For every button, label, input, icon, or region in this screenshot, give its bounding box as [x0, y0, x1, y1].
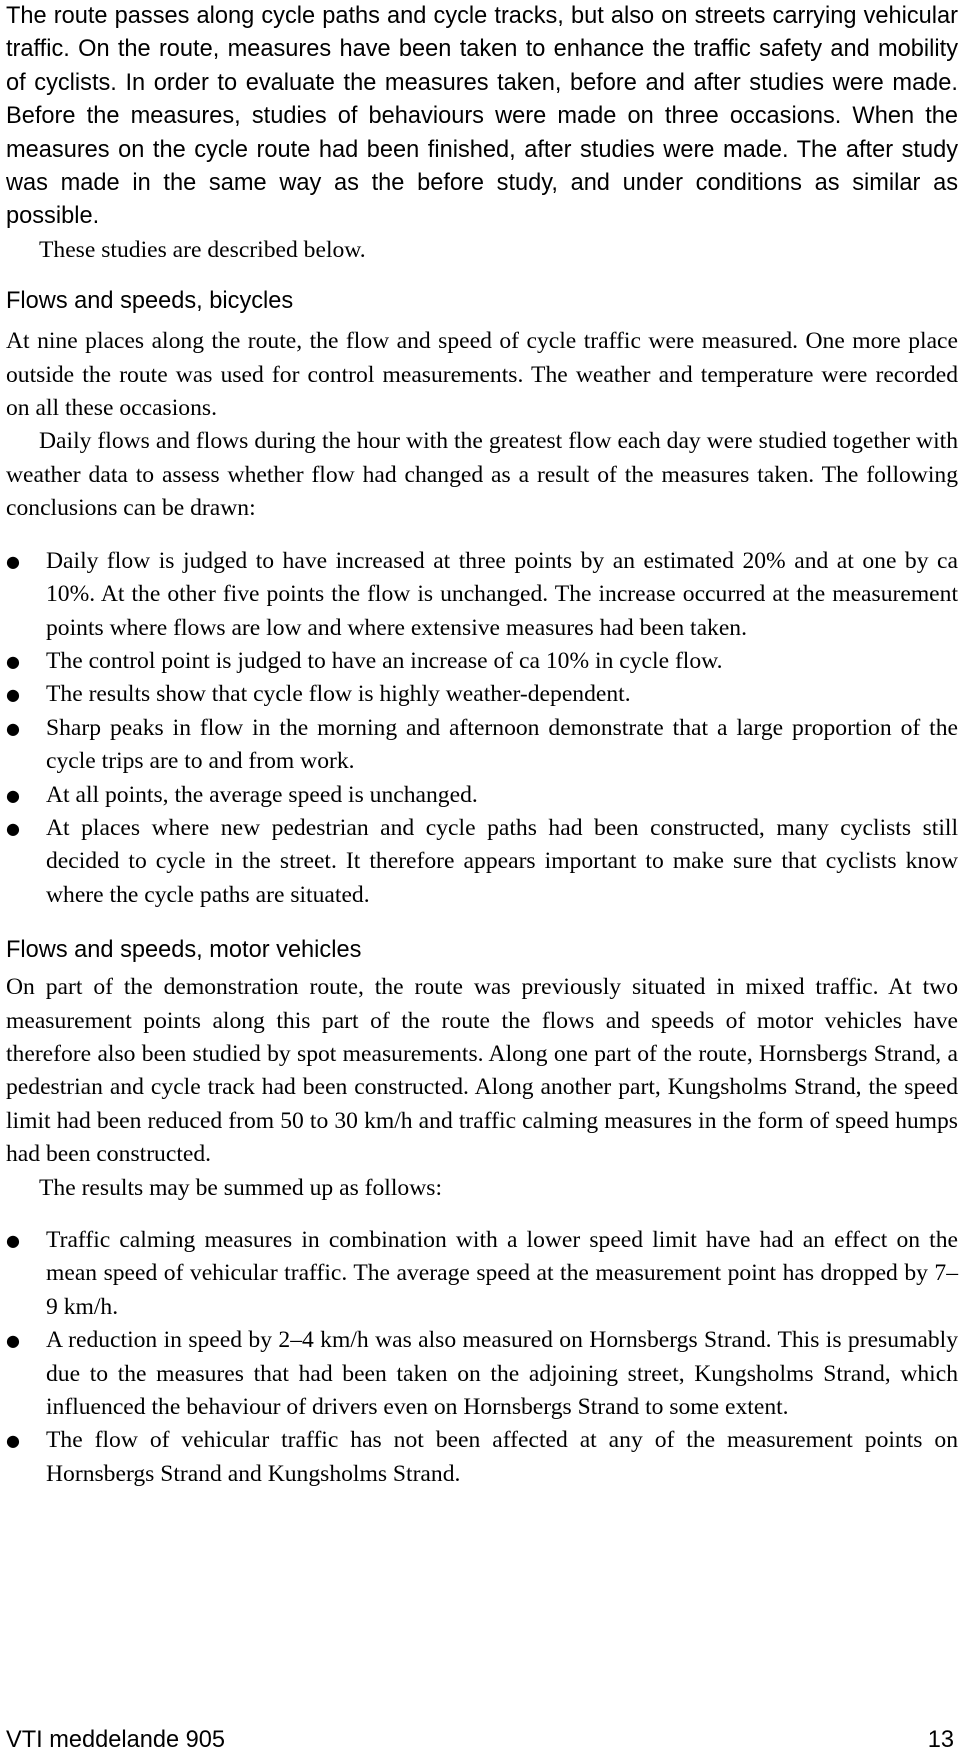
list-item-text: At places where new pedestrian and cycle paths had been constructed, many cyclists still decided to cycle in the street. It therefore appears important to make sure that cyclists know where the cycle paths are situated.	[46, 814, 958, 908]
bullet-icon: ●	[6, 685, 20, 705]
intro-paragraph: The route passes along cycle paths and cycle tracks, but also on streets carrying vehicular traffic. On the route, measures have been taken to enhance the traffic safety and mobility of cyclists. In order to evaluate the measures taken, before and after studies were made. Before the measures, studies of behaviours were made on three occasions. When the measures on the cycle route had been finished, after studies were made. The after study was made in the same way as the before study, and under conditions as similar as possible.	[6, 3, 958, 230]
list-item	[6, 678, 958, 711]
motor-paragraph-1: On part of the demonstration route, the route was previously situated in mixed traffic. At two measurement points along this part of the route the flows and speeds of motor vehicles have therefore also been studied by spot measurements. Along one part of the route, Hornsbergs Strand, a pedestrian and cycle track had been constructed. Along another part, Kungsholms Strand, the speed limit had been reduced from 50 to 30 km/h and traffic calming measures in the form of speed humps had been constructed.	[6, 974, 958, 1168]
list-item-text: The control point is judged to have an increase of ca 10% in cycle flow.	[46, 647, 723, 674]
list-item-text: A reduction in speed by 2–4 km/h was also measured on Hornsbergs Strand. This is presumably due to the measures that had been taken on the adjoining street, Kungsholms Strand, which influenced the behaviour of drivers even on Hornsbergs Strand to some extent.	[46, 1327, 958, 1421]
bullet-icon: ●	[6, 718, 20, 738]
list-item	[6, 812, 958, 912]
section-heading-bicycles: Flows and speeds, bicycles	[6, 288, 294, 315]
motor-paragraph-2: The results may be summed up as follows:	[39, 1174, 442, 1201]
list-item	[6, 779, 958, 812]
list-item-text: At all points, the average speed is unchanged.	[46, 781, 478, 808]
section-heading-motor-vehicles: Flows and speeds, motor vehicles	[6, 937, 362, 964]
bullet-icon: ●	[6, 1231, 20, 1250]
list-item	[6, 712, 958, 779]
list-item	[6, 1424, 958, 1491]
bullet-icon: ●	[6, 551, 20, 571]
bullet-icon: ●	[6, 1331, 20, 1351]
bullet-icon: ●	[6, 1431, 20, 1451]
list-item-text: Daily flow is judged to have increased at three points by an estimated 20% and at one by ca 10%. At the other five points the flow is unchanged. The increase occurred at the measurement points where flows are low and where extensive measures had been taken.	[46, 547, 958, 641]
intro-note: These studies are described below.	[39, 236, 366, 263]
bicycles-paragraph-2: Daily flows and flows during the hour with the greatest flow each day were studied together with weather data to assess whether flow had changed as a result of the measures taken. The following conclusions can be drawn:	[6, 428, 958, 522]
list-item-text: Sharp peaks in flow in the morning and afternoon demonstrate that a large proportion of the cycle trips are to and from work.	[46, 714, 958, 775]
list-item-text: The flow of vehicular traffic has not been affected at any of the measurement points on Hornsbergs Strand and Kungsholms Strand.	[46, 1427, 958, 1487]
list-item	[6, 1224, 958, 1324]
bullet-icon: ●	[6, 651, 20, 671]
bullet-icon: ●	[6, 785, 20, 805]
list-item	[6, 645, 958, 678]
page-number: 13	[927, 1727, 954, 1753]
bicycles-bullet-list	[6, 545, 958, 912]
page-footer	[6, 1725, 954, 1755]
list-item-text: Traffic calming measures in combination with a lower speed limit have had an effect on the mean speed of vehicular traffic. The average speed at the measurement point has dropped by 7–9 km/h.	[46, 1227, 958, 1320]
list-item-text: The results show that cycle flow is highly weather-dependent.	[46, 681, 631, 708]
bullet-icon: ●	[6, 818, 20, 838]
publication-title: VTI meddelande 905	[6, 1727, 226, 1753]
motor-bullet-list	[6, 1224, 958, 1491]
list-item	[6, 545, 958, 645]
list-item	[6, 1324, 958, 1424]
bicycles-paragraph-1: At nine places along the route, the flow and speed of cycle traffic were measured. One more place outside the route was used for control measurements. The weather and temperature were recorded on all these occasions.	[6, 328, 958, 422]
document-page	[6, 0, 958, 1491]
